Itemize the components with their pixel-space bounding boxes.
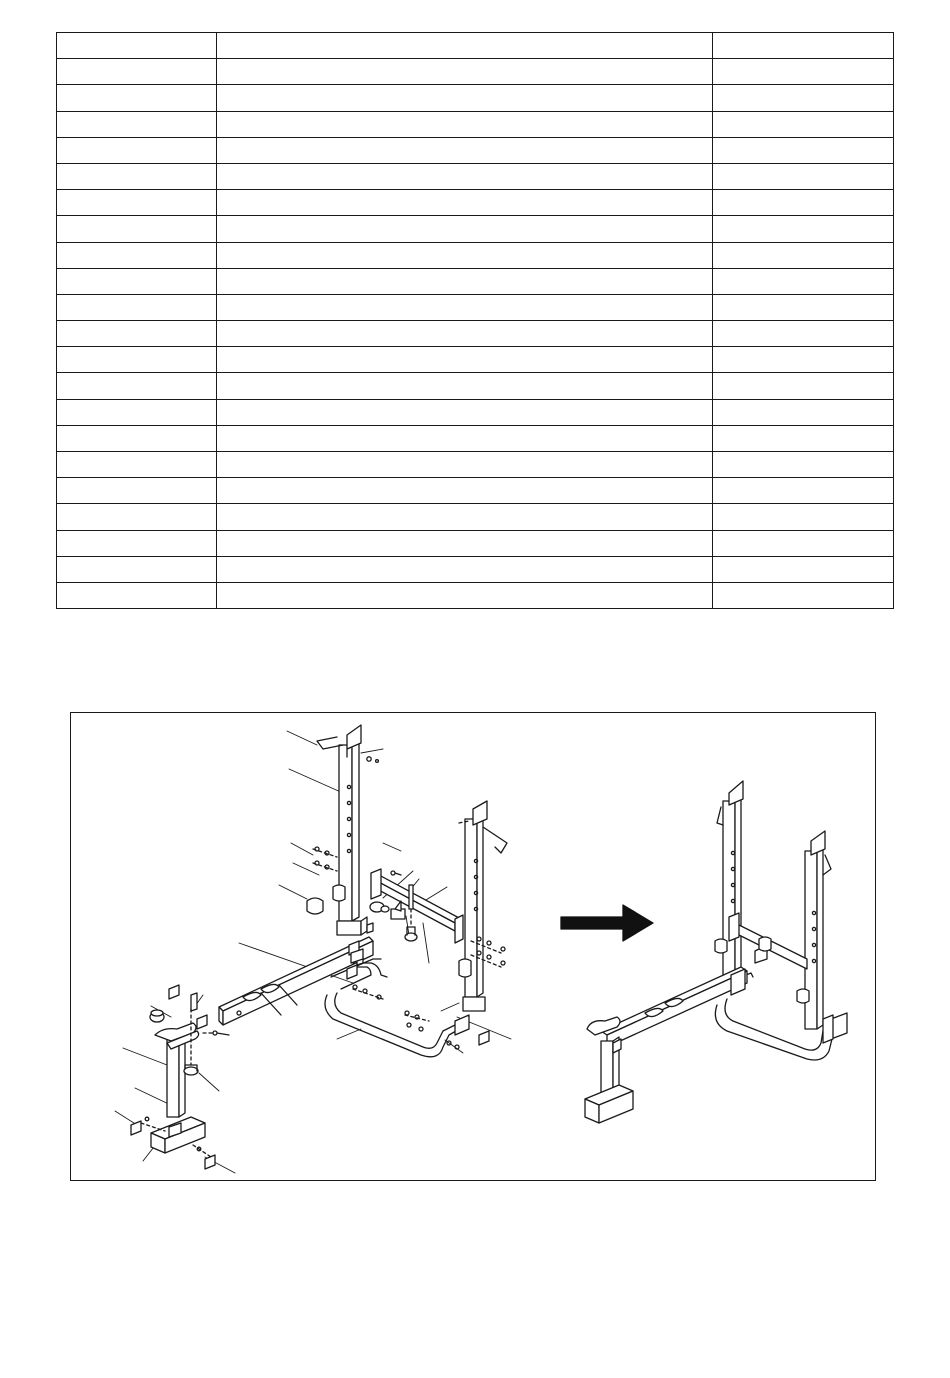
part-quantity-cell — [713, 399, 894, 425]
part-number-cell — [57, 347, 217, 373]
part-quantity-cell — [713, 59, 894, 85]
part-number-cell — [57, 111, 217, 137]
part-description-cell — [217, 452, 713, 478]
part-quantity-cell — [713, 504, 894, 530]
part-description-cell — [217, 137, 713, 163]
part-description-cell — [217, 321, 713, 347]
parts-table-row — [57, 373, 894, 399]
left-upright-post — [337, 725, 367, 935]
parts-table-row — [57, 294, 894, 320]
part-quantity-cell — [713, 373, 894, 399]
parts-table-row — [57, 530, 894, 556]
part-description-cell — [217, 373, 713, 399]
part-description-cell — [217, 556, 713, 582]
main-base-bar — [219, 937, 373, 1025]
part-quantity-cell — [713, 190, 894, 216]
part-description-cell — [217, 111, 713, 137]
part-description-cell — [217, 478, 713, 504]
part-quantity-cell — [713, 452, 894, 478]
part-number-cell — [57, 478, 217, 504]
assembly-diagram-frame — [70, 712, 876, 1181]
part-quantity-cell — [713, 321, 894, 347]
part-quantity-cell — [713, 268, 894, 294]
part-quantity-cell — [713, 347, 894, 373]
part-number-cell — [57, 163, 217, 189]
exploded-view-drawing — [115, 725, 511, 1173]
parts-table-row — [57, 85, 894, 111]
part-quantity-cell — [713, 582, 894, 608]
part-description-cell — [217, 268, 713, 294]
parts-table-row — [57, 321, 894, 347]
part-number-cell — [57, 242, 217, 268]
parts-table-row — [57, 582, 894, 608]
part-number-cell — [57, 321, 217, 347]
part-description-cell — [217, 425, 713, 451]
part-description-cell — [217, 347, 713, 373]
parts-table-row — [57, 504, 894, 530]
part-description-cell — [217, 582, 713, 608]
parts-table-row — [57, 268, 894, 294]
part-number-cell — [57, 85, 217, 111]
part-description-cell — [217, 85, 713, 111]
parts-table-row — [57, 425, 894, 451]
part-description-cell — [217, 216, 713, 242]
parts-table-row — [57, 190, 894, 216]
parts-table-row — [57, 452, 894, 478]
part-quantity-cell — [713, 478, 894, 504]
assembly-arrow — [561, 905, 653, 941]
part-quantity-cell — [713, 425, 894, 451]
part-description-cell — [217, 59, 713, 85]
part-number-cell — [57, 137, 217, 163]
parts-table-row — [57, 137, 894, 163]
part-number-cell — [57, 425, 217, 451]
part-number-cell — [57, 268, 217, 294]
part-number-cell — [57, 452, 217, 478]
part-quantity-cell — [713, 85, 894, 111]
front-leg-assembly — [131, 985, 229, 1169]
part-number-cell — [57, 59, 217, 85]
assembled-view-drawing — [585, 781, 847, 1123]
parts-table-row — [57, 216, 894, 242]
part-number-cell — [57, 399, 217, 425]
parts-list-body — [57, 33, 894, 609]
part-quantity-cell — [713, 137, 894, 163]
parts-table-row — [57, 163, 894, 189]
parts-list-table — [56, 32, 894, 609]
parts-table-row — [57, 33, 894, 59]
parts-table-row — [57, 478, 894, 504]
parts-table-row — [57, 399, 894, 425]
part-quantity-cell — [713, 111, 894, 137]
part-number-cell — [57, 582, 217, 608]
part-quantity-cell — [713, 242, 894, 268]
part-description-cell — [217, 242, 713, 268]
parts-table-row — [57, 111, 894, 137]
part-number-cell — [57, 33, 217, 59]
part-quantity-cell — [713, 163, 894, 189]
part-quantity-cell — [713, 33, 894, 59]
parts-table-row — [57, 347, 894, 373]
part-quantity-cell — [713, 216, 894, 242]
part-number-cell — [57, 373, 217, 399]
parts-table-row — [57, 556, 894, 582]
part-description-cell — [217, 530, 713, 556]
part-quantity-cell — [713, 530, 894, 556]
part-quantity-cell — [713, 556, 894, 582]
part-number-cell — [57, 216, 217, 242]
part-number-cell — [57, 294, 217, 320]
part-description-cell — [217, 399, 713, 425]
part-number-cell — [57, 530, 217, 556]
part-description-cell — [217, 504, 713, 530]
part-description-cell — [217, 190, 713, 216]
parts-table-row — [57, 242, 894, 268]
part-description-cell — [217, 33, 713, 59]
right-upright-post — [463, 801, 487, 1011]
part-description-cell — [217, 294, 713, 320]
part-number-cell — [57, 556, 217, 582]
parts-table-row — [57, 59, 894, 85]
part-number-cell — [57, 190, 217, 216]
part-number-cell — [57, 504, 217, 530]
part-description-cell — [217, 163, 713, 189]
right-j-hook — [483, 827, 507, 853]
part-quantity-cell — [713, 294, 894, 320]
